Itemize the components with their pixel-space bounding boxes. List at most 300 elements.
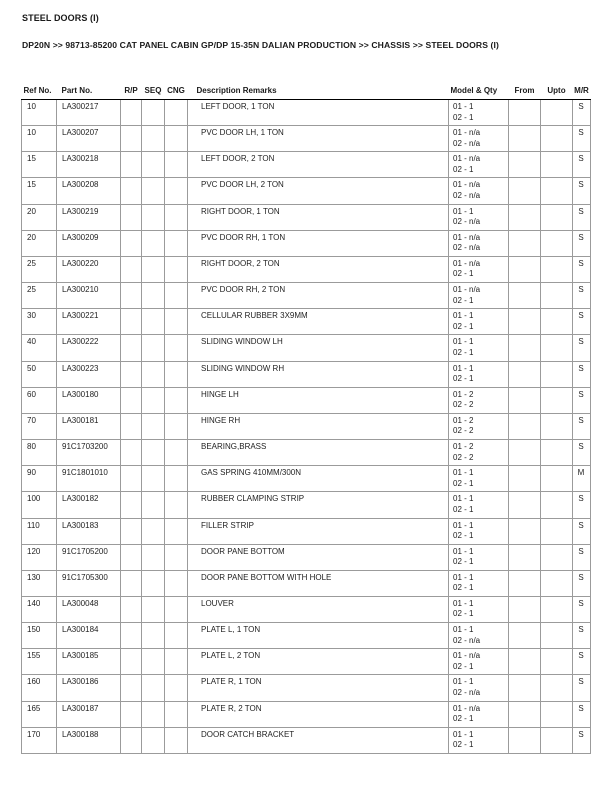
cell-model bbox=[449, 178, 509, 204]
cell-upto bbox=[541, 256, 573, 282]
cell-ref: 60 bbox=[22, 387, 57, 413]
cell-seq bbox=[142, 283, 165, 309]
table-row bbox=[22, 649, 591, 675]
cell-desc: SLIDING WINDOW LH bbox=[188, 335, 449, 361]
cell-cng bbox=[165, 570, 188, 596]
cell-mr: S bbox=[573, 440, 591, 466]
cell-from bbox=[509, 335, 541, 361]
table-row bbox=[22, 701, 591, 727]
cell-cng bbox=[165, 178, 188, 204]
cell-cng bbox=[165, 126, 188, 152]
cell-upto bbox=[541, 126, 573, 152]
cell-rp bbox=[121, 492, 142, 518]
cell-rp bbox=[121, 178, 142, 204]
table-header bbox=[22, 83, 591, 100]
cell-part: LA300221 bbox=[57, 309, 121, 335]
model-qty-line: 02 - n/a bbox=[453, 217, 481, 227]
cell-from bbox=[509, 178, 541, 204]
table-row bbox=[22, 413, 591, 439]
cell-mr: S bbox=[573, 230, 591, 256]
cell-mr: S bbox=[573, 256, 591, 282]
cell-model bbox=[449, 230, 509, 256]
table-row bbox=[22, 335, 591, 361]
table-row bbox=[22, 492, 591, 518]
cell-ref: 10 bbox=[22, 126, 57, 152]
cell-from bbox=[509, 387, 541, 413]
model-qty-line: 01 - 1 bbox=[453, 572, 474, 582]
cell-desc: RIGHT DOOR, 2 TON bbox=[188, 256, 449, 282]
cell-ref: 160 bbox=[22, 675, 57, 701]
column-header-part: Part No. bbox=[57, 83, 121, 100]
model-qty-line: 01 - 1 bbox=[453, 337, 474, 347]
model-qty-line: 02 - 1 bbox=[453, 269, 474, 279]
model-qty-line: 01 - n/a bbox=[453, 128, 481, 138]
cell-desc: GAS SPRING 410MM/300N bbox=[188, 466, 449, 492]
cell-desc: RUBBER CLAMPING STRIP bbox=[188, 492, 449, 518]
cell-mr: S bbox=[573, 309, 591, 335]
cell-mr: S bbox=[573, 178, 591, 204]
table-row bbox=[22, 126, 591, 152]
cell-cng bbox=[165, 544, 188, 570]
cell-seq bbox=[142, 596, 165, 622]
table-row bbox=[22, 283, 591, 309]
parts-table-wrapper bbox=[21, 83, 590, 754]
cell-ref: 170 bbox=[22, 727, 57, 753]
model-qty-line: 02 - 1 bbox=[453, 347, 474, 357]
cell-rp bbox=[121, 649, 142, 675]
cell-cng bbox=[165, 492, 188, 518]
cell-upto bbox=[541, 518, 573, 544]
cell-part: LA300222 bbox=[57, 335, 121, 361]
cell-part: LA300210 bbox=[57, 283, 121, 309]
model-qty-line: 02 - 1 bbox=[453, 609, 474, 619]
cell-part: LA300220 bbox=[57, 256, 121, 282]
cell-from bbox=[509, 623, 541, 649]
model-qty-line: 01 - 2 bbox=[453, 389, 474, 399]
cell-ref: 165 bbox=[22, 701, 57, 727]
cell-desc: CELLULAR RUBBER 3X9MM bbox=[188, 309, 449, 335]
cell-upto bbox=[541, 178, 573, 204]
model-qty-line: 01 - 1 bbox=[453, 546, 474, 556]
cell-part: LA300219 bbox=[57, 204, 121, 230]
cell-cng bbox=[165, 675, 188, 701]
model-qty-line: 01 - 1 bbox=[453, 206, 474, 216]
cell-cng bbox=[165, 283, 188, 309]
model-qty-line: 01 - 1 bbox=[453, 468, 474, 478]
cell-rp bbox=[121, 361, 142, 387]
model-qty-line: 02 - 1 bbox=[453, 661, 474, 671]
model-qty-line: 02 - 1 bbox=[453, 164, 474, 174]
cell-desc: SLIDING WINDOW RH bbox=[188, 361, 449, 387]
cell-part: LA300208 bbox=[57, 178, 121, 204]
cell-mr: S bbox=[573, 623, 591, 649]
cell-seq bbox=[142, 100, 165, 126]
cell-upto bbox=[541, 466, 573, 492]
cell-mr: S bbox=[573, 570, 591, 596]
cell-cng bbox=[165, 518, 188, 544]
model-qty-line: 01 - n/a bbox=[453, 154, 481, 164]
model-qty-line: 01 - n/a bbox=[453, 651, 481, 661]
column-header-model: Model & Qty bbox=[449, 83, 509, 100]
cell-ref: 130 bbox=[22, 570, 57, 596]
cell-upto bbox=[541, 675, 573, 701]
cell-from bbox=[509, 256, 541, 282]
model-qty-line: 02 - 1 bbox=[453, 295, 474, 305]
cell-rp bbox=[121, 152, 142, 178]
cell-rp bbox=[121, 518, 142, 544]
cell-cng bbox=[165, 152, 188, 178]
cell-model bbox=[449, 440, 509, 466]
cell-mr: S bbox=[573, 152, 591, 178]
cell-ref: 25 bbox=[22, 283, 57, 309]
cell-rp bbox=[121, 309, 142, 335]
cell-model bbox=[449, 701, 509, 727]
cell-desc: RIGHT DOOR, 1 TON bbox=[188, 204, 449, 230]
cell-seq bbox=[142, 413, 165, 439]
cell-model bbox=[449, 335, 509, 361]
cell-mr: S bbox=[573, 126, 591, 152]
cell-upto bbox=[541, 570, 573, 596]
model-qty-line: 01 - 2 bbox=[453, 442, 474, 452]
model-qty-line: 01 - n/a bbox=[453, 232, 481, 242]
cell-part: LA300184 bbox=[57, 623, 121, 649]
cell-cng bbox=[165, 440, 188, 466]
cell-cng bbox=[165, 309, 188, 335]
cell-ref: 150 bbox=[22, 623, 57, 649]
cell-ref: 10 bbox=[22, 100, 57, 126]
cell-ref: 100 bbox=[22, 492, 57, 518]
model-qty-line: 01 - n/a bbox=[453, 258, 481, 268]
table-row bbox=[22, 178, 591, 204]
cell-seq bbox=[142, 544, 165, 570]
cell-part: 91C1703200 bbox=[57, 440, 121, 466]
cell-part: LA300218 bbox=[57, 152, 121, 178]
table-row bbox=[22, 230, 591, 256]
cell-upto bbox=[541, 623, 573, 649]
cell-ref: 50 bbox=[22, 361, 57, 387]
cell-part: LA300186 bbox=[57, 675, 121, 701]
cell-part: LA300187 bbox=[57, 701, 121, 727]
cell-mr: M bbox=[573, 466, 591, 492]
cell-from bbox=[509, 596, 541, 622]
table-header-row bbox=[22, 83, 591, 100]
cell-upto bbox=[541, 544, 573, 570]
cell-desc: HINGE LH bbox=[188, 387, 449, 413]
cell-ref: 110 bbox=[22, 518, 57, 544]
cell-from bbox=[509, 466, 541, 492]
model-qty-line: 02 - 2 bbox=[453, 452, 474, 462]
model-qty-line: 01 - 1 bbox=[453, 520, 474, 530]
cell-seq bbox=[142, 492, 165, 518]
cell-rp bbox=[121, 440, 142, 466]
column-header-from: From bbox=[509, 83, 541, 100]
cell-part: LA300180 bbox=[57, 387, 121, 413]
cell-part: 91C1705200 bbox=[57, 544, 121, 570]
table-body bbox=[22, 100, 591, 754]
cell-desc: LOUVER bbox=[188, 596, 449, 622]
table-row bbox=[22, 309, 591, 335]
cell-model bbox=[449, 727, 509, 753]
cell-model bbox=[449, 466, 509, 492]
cell-rp bbox=[121, 283, 142, 309]
cell-mr: S bbox=[573, 361, 591, 387]
cell-ref: 40 bbox=[22, 335, 57, 361]
cell-upto bbox=[541, 152, 573, 178]
cell-seq bbox=[142, 466, 165, 492]
cell-desc: LEFT DOOR, 2 TON bbox=[188, 152, 449, 178]
model-qty-line: 02 - 1 bbox=[453, 531, 474, 540]
cell-mr: S bbox=[573, 100, 591, 126]
cell-desc: BEARING,BRASS bbox=[188, 440, 449, 466]
table-row bbox=[22, 256, 591, 282]
model-qty-line: 02 - 1 bbox=[453, 321, 474, 331]
cell-seq bbox=[142, 623, 165, 649]
cell-upto bbox=[541, 701, 573, 727]
cell-ref: 70 bbox=[22, 413, 57, 439]
model-qty-line: 02 - 1 bbox=[453, 478, 474, 488]
column-header-upto: Upto bbox=[541, 83, 573, 100]
cell-mr: S bbox=[573, 649, 591, 675]
cell-seq bbox=[142, 387, 165, 413]
column-header-seq: SEQ bbox=[142, 83, 165, 100]
model-qty-line: 02 - 1 bbox=[453, 583, 474, 593]
cell-rp bbox=[121, 701, 142, 727]
model-qty-line: 02 - n/a bbox=[453, 687, 481, 697]
cell-model bbox=[449, 361, 509, 387]
cell-desc: PLATE R, 2 TON bbox=[188, 701, 449, 727]
model-qty-line: 01 - 1 bbox=[453, 102, 474, 111]
cell-part: LA300188 bbox=[57, 727, 121, 753]
cell-upto bbox=[541, 309, 573, 335]
model-qty-line: 02 - n/a bbox=[453, 243, 481, 253]
table-row bbox=[22, 727, 591, 753]
cell-ref: 155 bbox=[22, 649, 57, 675]
cell-rp bbox=[121, 675, 142, 701]
model-qty-line: 02 - 1 bbox=[453, 740, 474, 750]
model-qty-line: 02 - 1 bbox=[453, 112, 474, 122]
model-qty-line: 02 - 1 bbox=[453, 714, 474, 724]
cell-part: LA300048 bbox=[57, 596, 121, 622]
cell-ref: 140 bbox=[22, 596, 57, 622]
cell-model bbox=[449, 309, 509, 335]
model-qty-line: 01 - 1 bbox=[453, 363, 474, 373]
cell-from bbox=[509, 230, 541, 256]
cell-rp bbox=[121, 623, 142, 649]
column-header-rp: R/P bbox=[121, 83, 142, 100]
cell-upto bbox=[541, 440, 573, 466]
cell-model bbox=[449, 283, 509, 309]
cell-from bbox=[509, 204, 541, 230]
cell-desc: PLATE R, 1 TON bbox=[188, 675, 449, 701]
cell-upto bbox=[541, 335, 573, 361]
cell-part: LA300217 bbox=[57, 100, 121, 126]
cell-part: 91C1801010 bbox=[57, 466, 121, 492]
cell-part: LA300183 bbox=[57, 518, 121, 544]
cell-cng bbox=[165, 413, 188, 439]
column-header-ref: Ref No. bbox=[22, 83, 57, 100]
cell-from bbox=[509, 309, 541, 335]
model-qty-line: 01 - 1 bbox=[453, 677, 474, 687]
table-row bbox=[22, 570, 591, 596]
cell-desc: LEFT DOOR, 1 TON bbox=[188, 100, 449, 126]
cell-from bbox=[509, 518, 541, 544]
cell-ref: 30 bbox=[22, 309, 57, 335]
cell-from bbox=[509, 570, 541, 596]
cell-mr: S bbox=[573, 727, 591, 753]
breadcrumb: DP20N >> 98713-85200 CAT PANEL CABIN GP/DP 15-35N DALIAN PRODUCTION >> CHASSIS >> STEEL DOORS (I) bbox=[22, 40, 499, 50]
cell-part: LA300185 bbox=[57, 649, 121, 675]
table-row bbox=[22, 100, 591, 126]
model-qty-line: 01 - n/a bbox=[453, 285, 481, 295]
cell-from bbox=[509, 701, 541, 727]
cell-seq bbox=[142, 178, 165, 204]
model-qty-line: 02 - 2 bbox=[453, 400, 474, 410]
cell-ref: 15 bbox=[22, 152, 57, 178]
cell-part: LA300223 bbox=[57, 361, 121, 387]
cell-cng bbox=[165, 335, 188, 361]
cell-rp bbox=[121, 544, 142, 570]
cell-desc: PVC DOOR RH, 2 TON bbox=[188, 283, 449, 309]
cell-mr: S bbox=[573, 518, 591, 544]
model-qty-line: 02 - n/a bbox=[453, 138, 481, 148]
cell-cng bbox=[165, 204, 188, 230]
cell-model bbox=[449, 256, 509, 282]
cell-upto bbox=[541, 100, 573, 126]
cell-mr: S bbox=[573, 413, 591, 439]
cell-rp bbox=[121, 413, 142, 439]
cell-model bbox=[449, 570, 509, 596]
cell-model bbox=[449, 387, 509, 413]
cell-rp bbox=[121, 727, 142, 753]
cell-cng bbox=[165, 466, 188, 492]
cell-cng bbox=[165, 256, 188, 282]
cell-rp bbox=[121, 100, 142, 126]
cell-mr: S bbox=[573, 283, 591, 309]
cell-rp bbox=[121, 256, 142, 282]
cell-seq bbox=[142, 335, 165, 361]
cell-from bbox=[509, 675, 541, 701]
table-row bbox=[22, 466, 591, 492]
cell-from bbox=[509, 544, 541, 570]
cell-model bbox=[449, 544, 509, 570]
cell-rp bbox=[121, 387, 142, 413]
cell-model bbox=[449, 518, 509, 544]
cell-ref: 120 bbox=[22, 544, 57, 570]
cell-model bbox=[449, 204, 509, 230]
model-qty-line: 02 - 1 bbox=[453, 557, 474, 567]
table-row bbox=[22, 387, 591, 413]
cell-ref: 20 bbox=[22, 230, 57, 256]
cell-desc: DOOR CATCH BRACKET bbox=[188, 727, 449, 753]
model-qty-line: 01 - n/a bbox=[453, 180, 481, 190]
cell-mr: S bbox=[573, 492, 591, 518]
cell-mr: S bbox=[573, 387, 591, 413]
model-qty-line: 01 - 1 bbox=[453, 625, 474, 635]
cell-from bbox=[509, 727, 541, 753]
model-qty-line: 01 - 2 bbox=[453, 415, 474, 425]
cell-seq bbox=[142, 440, 165, 466]
cell-cng bbox=[165, 701, 188, 727]
table-row bbox=[22, 623, 591, 649]
cell-upto bbox=[541, 596, 573, 622]
table-row bbox=[22, 440, 591, 466]
cell-upto bbox=[541, 387, 573, 413]
cell-mr: S bbox=[573, 701, 591, 727]
cell-rp bbox=[121, 204, 142, 230]
model-qty-line: 01 - 1 bbox=[453, 729, 474, 739]
column-header-desc: Description Remarks bbox=[188, 83, 449, 100]
model-qty-line: 02 - 2 bbox=[453, 426, 474, 436]
model-qty-line: 02 - n/a bbox=[453, 190, 481, 200]
cell-desc: DOOR PANE BOTTOM WITH HOLE bbox=[188, 570, 449, 596]
cell-upto bbox=[541, 727, 573, 753]
cell-ref: 20 bbox=[22, 204, 57, 230]
cell-from bbox=[509, 100, 541, 126]
cell-seq bbox=[142, 204, 165, 230]
cell-mr: S bbox=[573, 335, 591, 361]
cell-rp bbox=[121, 570, 142, 596]
cell-seq bbox=[142, 727, 165, 753]
cell-rp bbox=[121, 596, 142, 622]
model-qty-line: 01 - 1 bbox=[453, 311, 474, 321]
cell-from bbox=[509, 492, 541, 518]
cell-from bbox=[509, 440, 541, 466]
cell-seq bbox=[142, 230, 165, 256]
cell-from bbox=[509, 649, 541, 675]
cell-desc: DOOR PANE BOTTOM bbox=[188, 544, 449, 570]
cell-model bbox=[449, 492, 509, 518]
cell-rp bbox=[121, 466, 142, 492]
model-qty-line: 01 - n/a bbox=[453, 703, 481, 713]
model-qty-line: 01 - 1 bbox=[453, 598, 474, 608]
cell-desc: PVC DOOR LH, 2 TON bbox=[188, 178, 449, 204]
cell-desc: PVC DOOR RH, 1 TON bbox=[188, 230, 449, 256]
cell-upto bbox=[541, 413, 573, 439]
cell-seq bbox=[142, 675, 165, 701]
cell-ref: 15 bbox=[22, 178, 57, 204]
cell-seq bbox=[142, 570, 165, 596]
cell-from bbox=[509, 361, 541, 387]
cell-desc: PVC DOOR LH, 1 TON bbox=[188, 126, 449, 152]
cell-model bbox=[449, 596, 509, 622]
page-title: STEEL DOORS (I) bbox=[22, 13, 99, 23]
table-row bbox=[22, 152, 591, 178]
table-row bbox=[22, 675, 591, 701]
cell-upto bbox=[541, 361, 573, 387]
table-row bbox=[22, 544, 591, 570]
cell-from bbox=[509, 152, 541, 178]
cell-mr: S bbox=[573, 204, 591, 230]
cell-upto bbox=[541, 492, 573, 518]
cell-upto bbox=[541, 230, 573, 256]
cell-seq bbox=[142, 649, 165, 675]
cell-upto bbox=[541, 283, 573, 309]
table-row bbox=[22, 204, 591, 230]
cell-from bbox=[509, 126, 541, 152]
cell-ref: 80 bbox=[22, 440, 57, 466]
cell-part: LA300182 bbox=[57, 492, 121, 518]
cell-from bbox=[509, 283, 541, 309]
cell-seq bbox=[142, 256, 165, 282]
cell-seq bbox=[142, 152, 165, 178]
column-header-cng: CNG bbox=[165, 83, 188, 100]
cell-rp bbox=[121, 230, 142, 256]
table-row bbox=[22, 518, 591, 544]
cell-desc: FILLER STRIP bbox=[188, 518, 449, 544]
cell-cng bbox=[165, 100, 188, 126]
cell-rp bbox=[121, 126, 142, 152]
cell-model bbox=[449, 675, 509, 701]
